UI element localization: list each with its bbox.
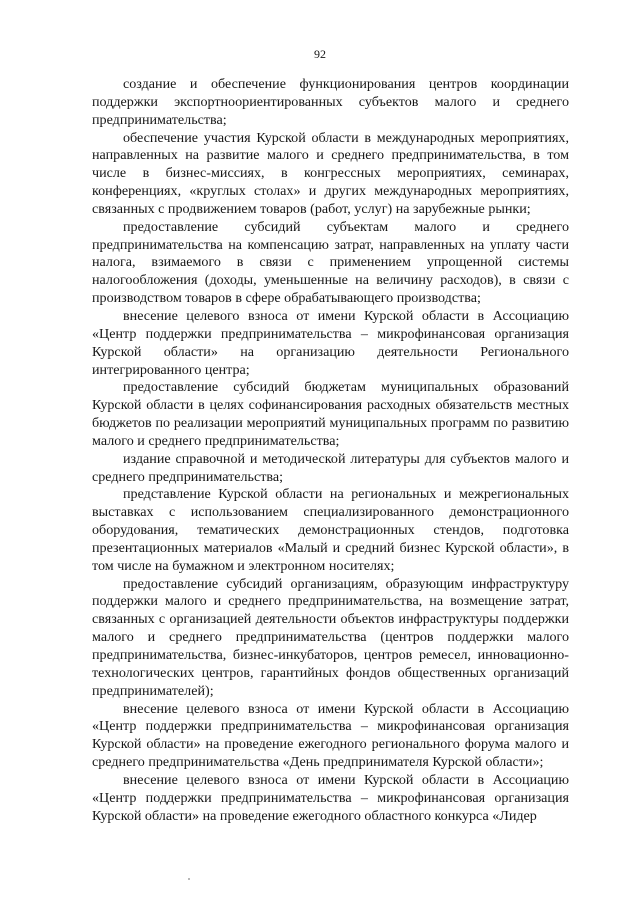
document-body [92,76,569,825]
paragraph-international-events: обеспечение участия Курской области в международных мероприятиях, направленных на развитие малого и среднего предпринимательства, в том числе в бизнес-миссиях, в конгрессных мероприятиях, семинарах, конференциях, «круглых столах» и других международных мероприятиях, связанных с продвижением товаров (работ, услуг) на зарубежные рынки; [92,129,569,217]
paragraph-entrepreneur-day-forum: внесение целевого взноса от имени Курской области в Ассоциацию «Центр поддержки предпринимательства – микрофинансовая организация Курской области» на проведение ежегодного регионального форума малого и среднего предпринимательства «День предпринимателя Курской области»; [92,700,569,771]
scan-artifact [188,878,190,880]
paragraph-export-centers: создание и обеспечение функционирования центров координации поддержки экспортноориентированных субъектов малого и среднего предпринимательства; [92,76,569,128]
paragraph-municipal-subsidies: предоставление субсидий бюджетам муниципальных образований Курской области в целях софинансирования расходных обязательств местных бюджетов по реализации мероприятий муниципальных программ по развитию малого и среднего предпринимательства; [92,379,569,449]
paragraph-integrated-center-fee: внесение целевого взноса от имени Курской области в Ассоциацию «Центр поддержки предпринимательства – микрофинансовая организация Курской области» на организацию деятельности Регионального интегрированного центра; [92,307,569,378]
paragraph-tax-subsidies: предоставление субсидий субъектам малого и среднего предпринимательства на компенсацию затрат, направленных на уплату части налога, взимаемого в связи с применением упрощенной системы налогообложения (доходы, уменьшенные на величину расходов), в связи с производством товаров в сфере обрабатывающего производства; [92,218,569,307]
page-number: 92 [314,47,326,61]
paragraph-leader-contest: внесение целевого взноса от имени Курской области в Ассоциацию «Центр поддержки предпринимательства – микрофинансовая организация Курской области» на проведение ежегодного областного конкурса «Лидер [92,771,569,824]
paragraph-exhibitions: представление Курской области на региональных и межрегиональных выставках с использованием специализированного демонстрационного оборудования, тематических демонстрационных стендов, подготовка презентационных материалов «Малый и средний бизнес Курской области», в том числе на бумажном и электронном носителях; [92,486,569,574]
paragraph-infrastructure-subsidies: предоставление субсидий организациям, образующим инфраструктуру поддержки малого и среднего предпринимательства, на возмещение затрат, связанных с организацией деятельности объектов инфраструктуры поддержки малого и среднего предпринимательства (центров поддержки малого предпринимательства, бизнес-инкубаторов, центров ремесел, инновационно-технологических центров, гарантийных фондов общественных организаций предпринимателей); [92,575,569,699]
paragraph-reference-literature: издание справочной и методической литературы для субъектов малого и среднего предпринимательства; [92,450,569,485]
